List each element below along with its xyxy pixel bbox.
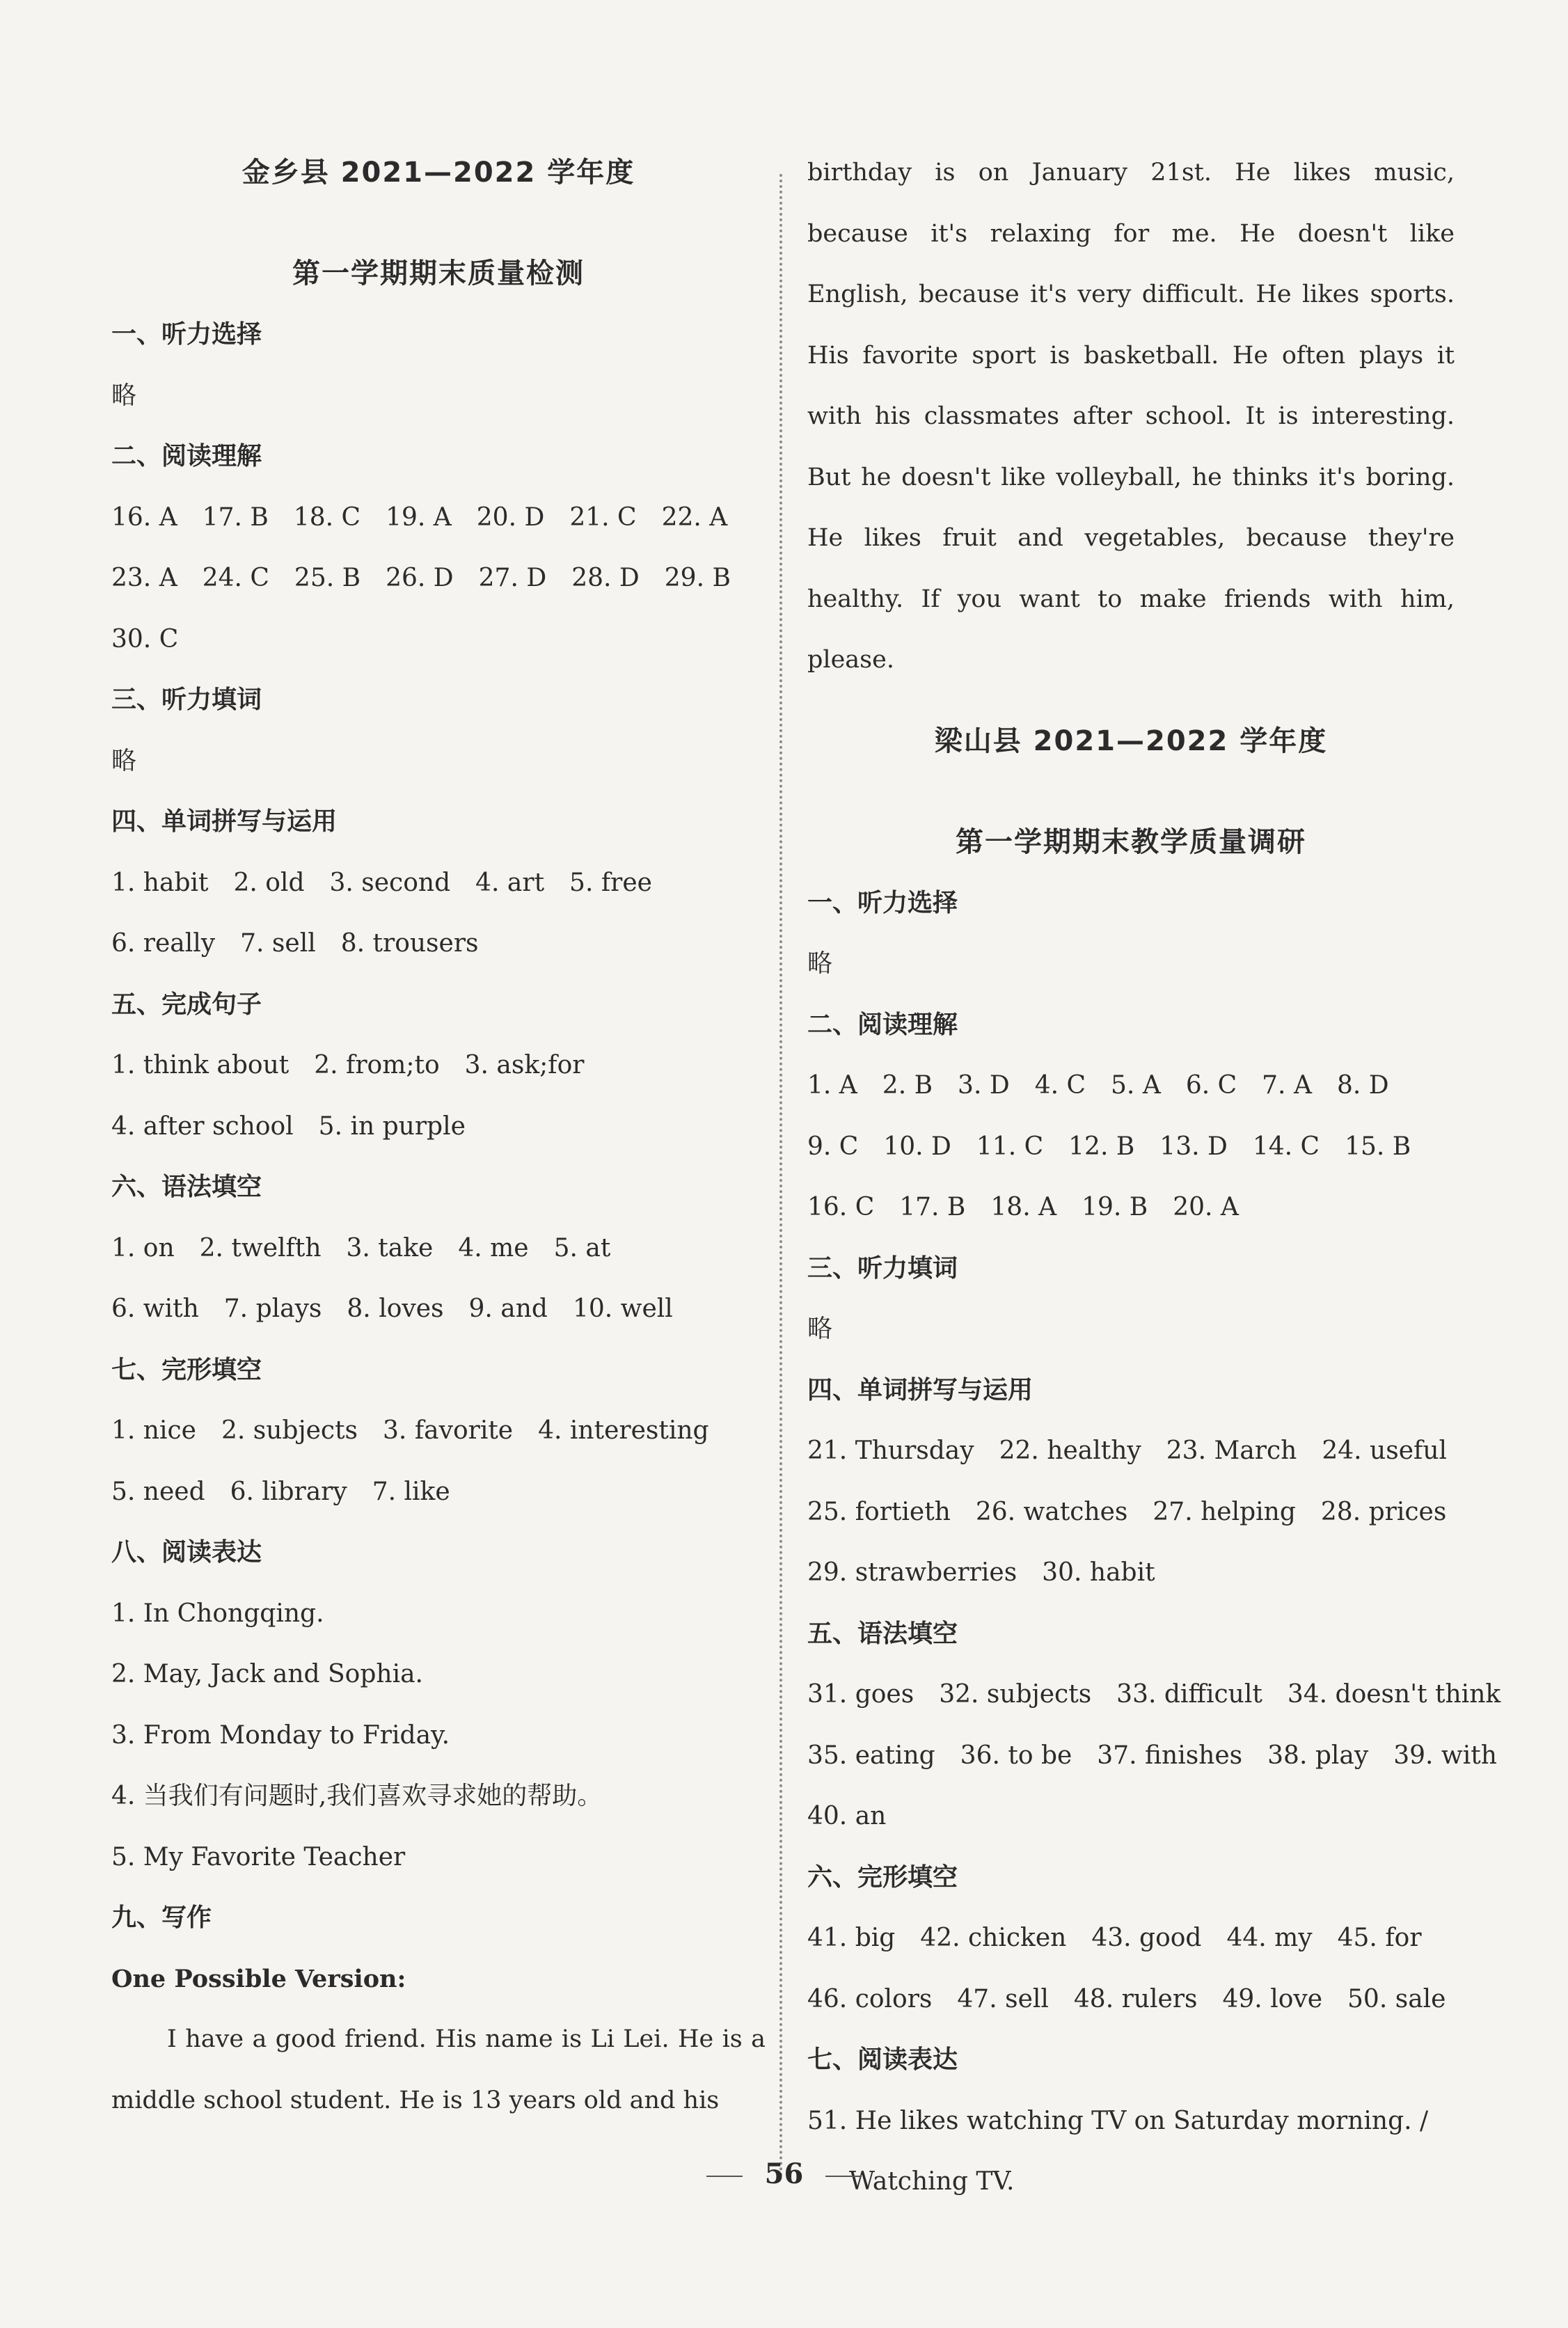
section-heading: 二、阅读理解 [111,442,262,470]
section-heading: 四、单词拼写与运用 [111,807,338,836]
answer-line: 4. after school 5. in purple [111,1111,466,1141]
sample-version-label: One Possible Version: [111,1964,406,1993]
answer-line: 1. nice 2. subjects 3. favorite 4. interesting [111,1416,709,1445]
answer-line: 41. big 42. chicken 43. good 44. my 45. for [807,1924,1422,1952]
answer-line: 16. A 17. B 18. C 19. A 20. D 21. C 22. A [111,502,728,532]
section-heading: 九、写作 [111,1903,212,1932]
exam-title-liangshan: 梁山县 2021—2022 学年度 [934,724,1328,757]
answer-line: 略 [807,949,833,978]
answer-line: 略 [807,1315,833,1343]
answer-line: 1. A 2. B 3. D 4. C 5. A 6. C 7. A 8. D [807,1071,1389,1100]
section-heading: 一、听力选择 [111,320,262,349]
answer-line: 35. eating 36. to be 37. finishes 38. play 39. with [807,1741,1497,1770]
answer-line: 1. think about 2. from;to 3. ask;for [111,1051,585,1079]
right-column [807,143,1501,2212]
section-heading: 五、语法填空 [807,1619,958,1648]
answer-line: 2. May, Jack and Sophia. [111,1660,423,1688]
answer-line: 30. C [111,624,179,654]
answer-line: 6. really 7. sell 8. trousers [111,929,479,958]
answer-line: Watching TV. [849,2167,1015,2196]
answer-line: 29. strawberries 30. habit [807,1558,1155,1587]
answer-line: 1. on 2. twelfth 3. take 4. me 5. at [111,1233,611,1262]
answer-line: 1. In Chongqing. [111,1599,324,1628]
answer-line: 46. colors 47. sell 48. rulers 49. love 50. sale [807,1984,1446,2013]
answer-line: 31. goes 32. subjects 33. difficult 34. doesn't think [807,1680,1501,1709]
answer-line: 16. C 17. B 18. A 19. B 20. A [807,1193,1239,1221]
answer-line: 9. C 10. D 11. C 12. B 13. D 14. C 15. B [807,1132,1411,1161]
answer-line: 3. From Monday to Friday. [111,1720,450,1750]
exam-subtitle-jinxiang: 第一学期期末质量检测 [292,258,585,290]
page-number-value: 56 [764,2157,804,2190]
exam-title-jinxiang: 金乡县 2021—2022 学年度 [241,157,635,189]
section-heading: 三、听力填词 [807,1253,958,1283]
page-number-dash-left [706,2176,743,2177]
answer-line: 略 [111,746,137,775]
section-heading: 八、阅读表达 [111,1538,262,1567]
page-number-dash-right [825,2176,862,2177]
section-heading: 四、单词拼写与运用 [807,1375,1034,1404]
section-heading: 六、语法填空 [111,1173,262,1201]
exam-subtitle-liangshan: 第一学期期末教学质量调研 [956,825,1306,858]
left-column [111,143,766,2131]
page-number [0,2157,1568,2190]
section-heading: 一、听力选择 [807,888,958,917]
essay-paragraph-continued: birthday is on January 21st. He likes music, because it's relaxing for me. He doesn't like English, because it's very difficult. He likes sports. His favorite sport is basketball. He often plays it with his classmates after school. It is interesting. But he doesn't like volleyball, he thinks it's boring. He likes fruit and vegetables, because they're healthy. If you want to make friends with him, please. [807,159,1455,674]
answer-line: 6. with 7. plays 8. loves 9. and 10. well [111,1294,673,1323]
section-heading: 七、阅读表达 [807,2045,958,2074]
section-heading: 五、完成句子 [111,990,262,1019]
column-divider [779,174,782,2178]
answer-line: 1. habit 2. old 3. second 4. art 5. free [111,868,652,897]
answer-line: 4. 当我们有问题时,我们喜欢寻求她的帮助。 [111,1782,603,1810]
answer-line: 51. He likes watching TV on Saturday morning. / [807,2106,1429,2135]
answer-line: 5. My Favorite Teacher [111,1842,406,1871]
answer-line: 25. fortieth 26. watches 27. helping 28. prices [807,1497,1447,1526]
answer-line: 40. an [807,1802,887,1830]
section-heading: 三、听力填词 [111,686,262,714]
answer-line: 21. Thursday 22. healthy 23. March 24. useful [807,1436,1448,1465]
answer-line: 略 [111,381,137,410]
answer-line: 5. need 6. library 7. like [111,1477,450,1506]
section-heading: 六、完形填空 [807,1862,958,1892]
essay-paragraph: I have a good friend. His name is Li Lei. He is a middle school student. He is 13 years old and his [111,2025,766,2114]
section-heading: 七、完形填空 [111,1355,262,1384]
section-heading: 二、阅读理解 [807,1010,958,1039]
answer-line: 23. A 24. C 25. B 26. D 27. D 28. D 29. B [111,564,731,592]
